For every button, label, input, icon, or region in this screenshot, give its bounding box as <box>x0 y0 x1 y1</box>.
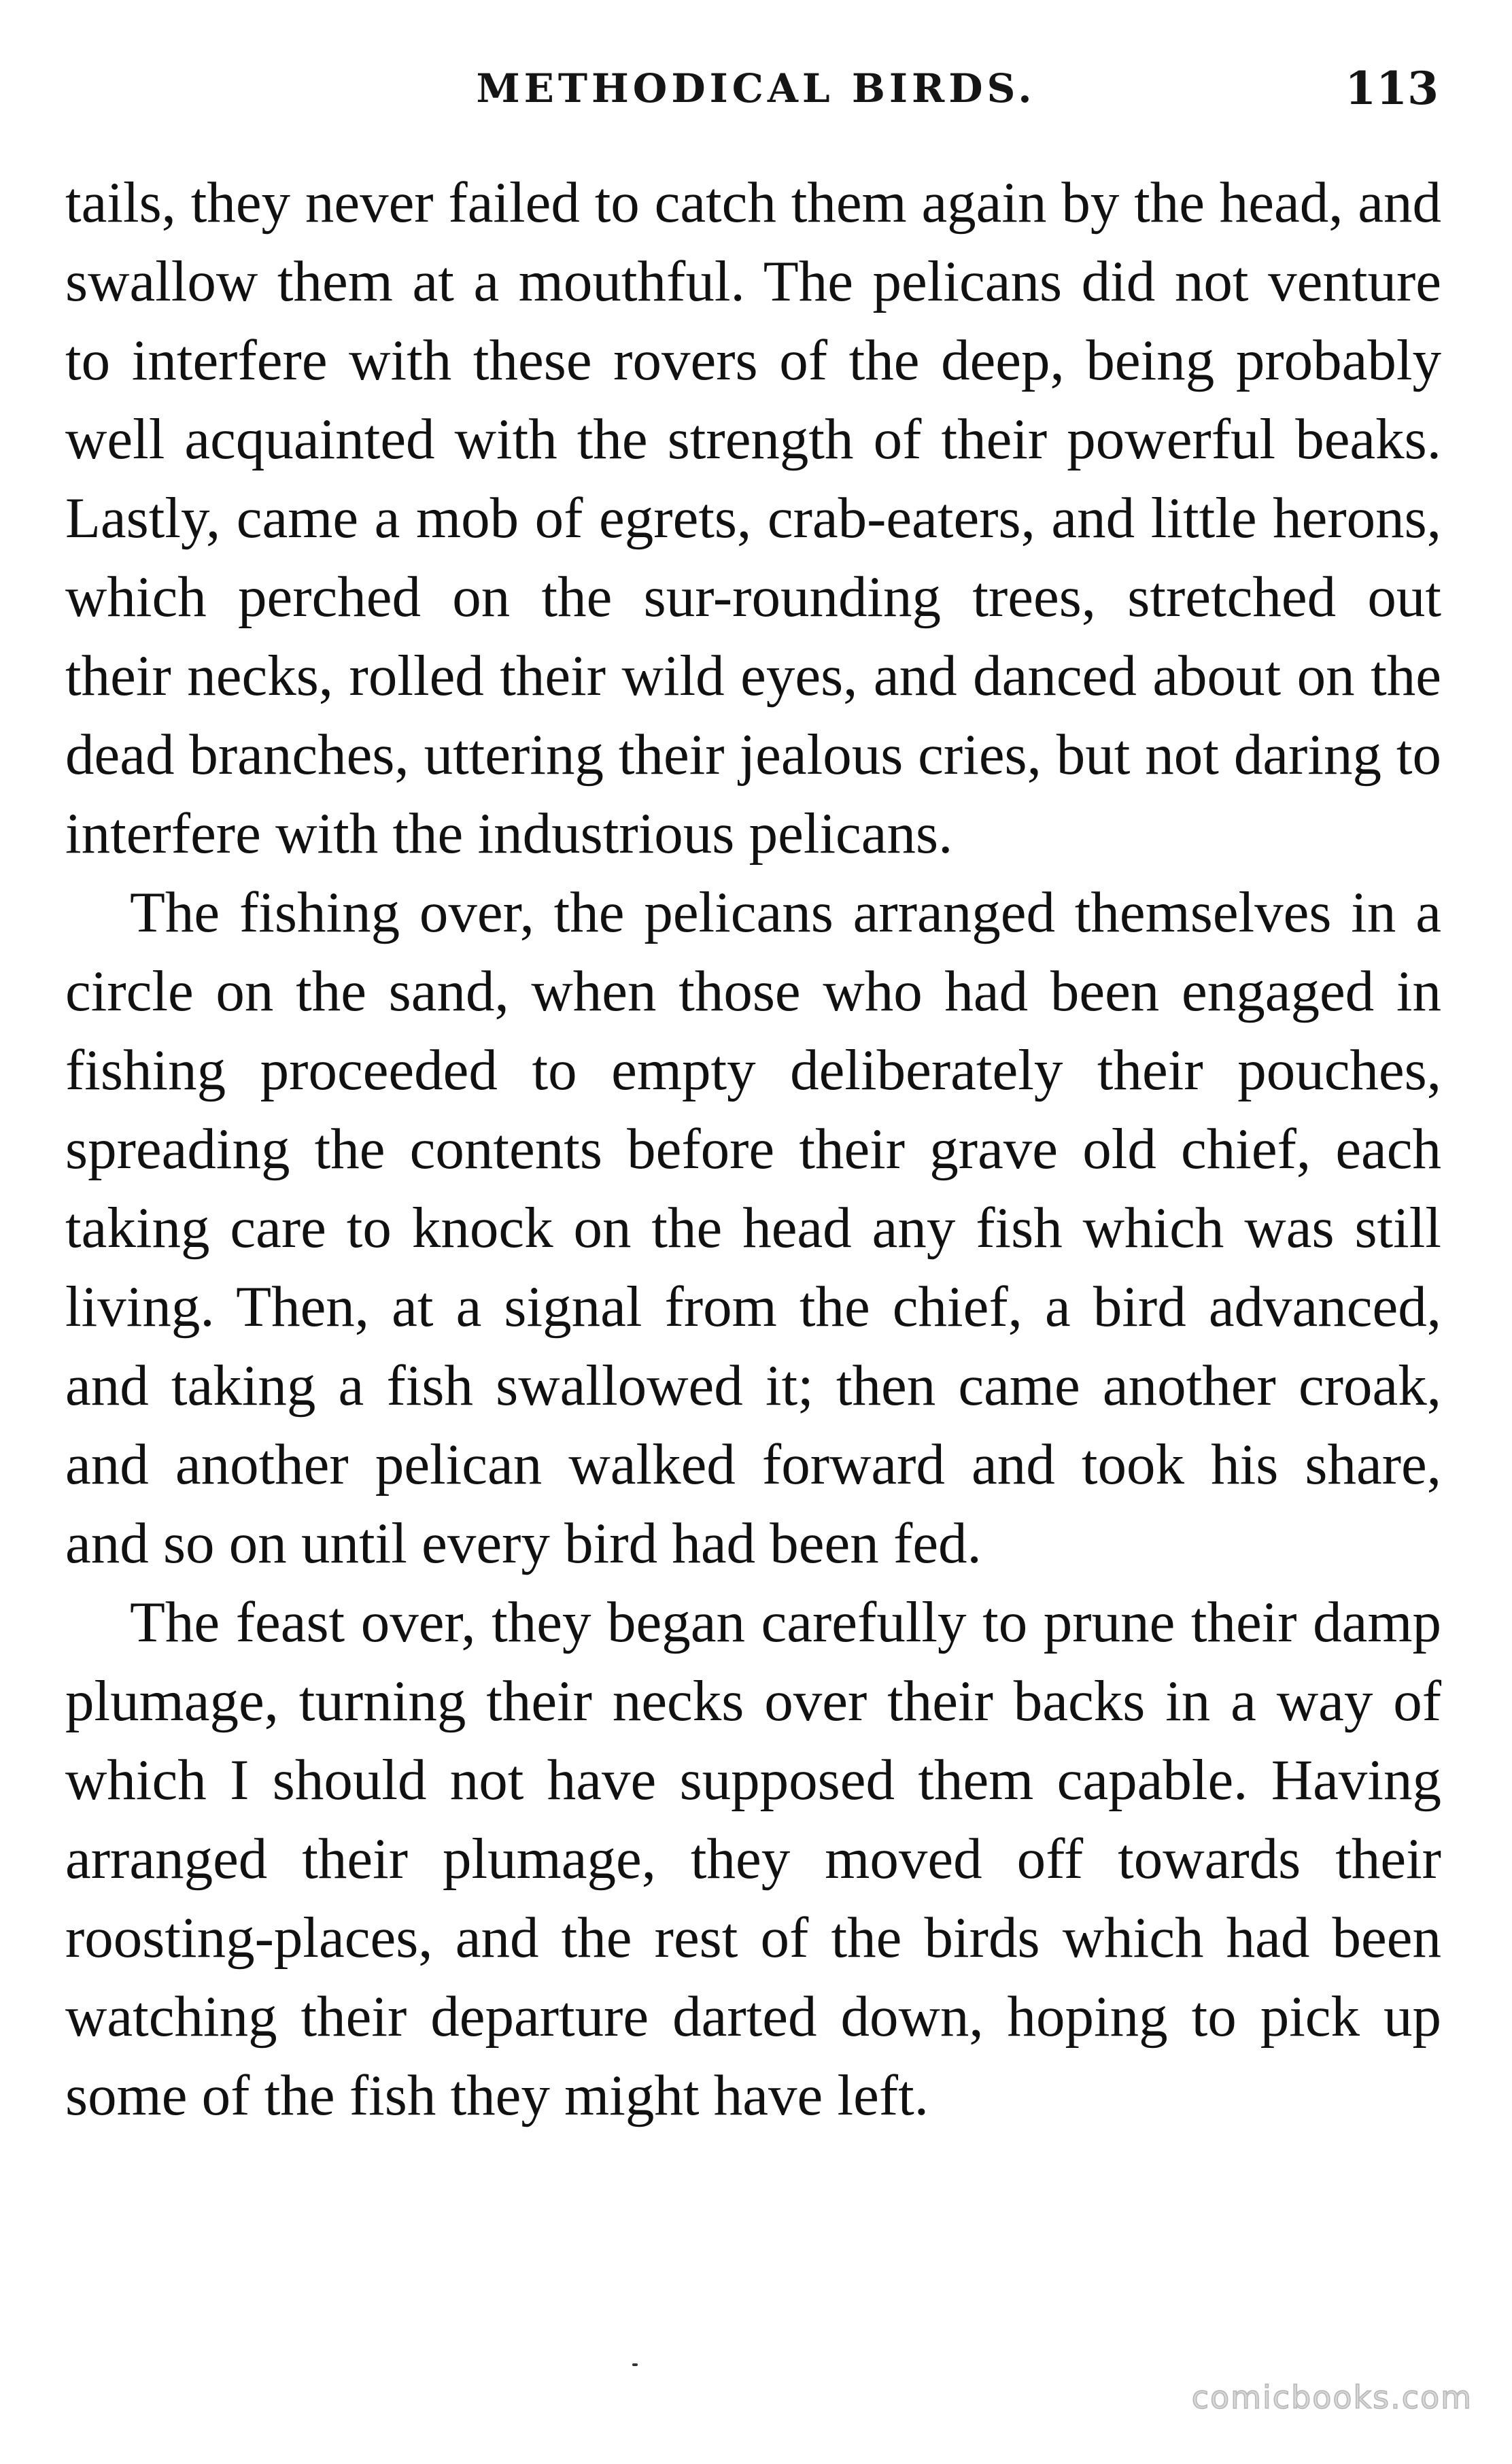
paragraph-2: The fishing over, the pelicans arranged themselves in a circle on the sand, when those who had been engaged in fishing proceeded to empty deliberately their pouches, spreading the contents before their grave old chief, each taking care to knock on the head any fish which was still living. Then, at a signal from the chief, a bird advanced, and taking a fish swallowed it; then came another croak, and another pelican walked forward and took his share, and so on until every bird had been fed. <box>65 880 1441 1575</box>
watermark-logo: comicbooks.com <box>1191 2379 1473 2416</box>
running-head: METHODICAL BIRDS. <box>476 65 1036 112</box>
paragraph-1: tails, they never failed to catch them again by the head, and swallow them at a mouthful. The pelicans did not venture to interfere with these rovers of the deep, being probably well acquainted with the strength of their powerful beaks. Lastly, came a mob of egrets, crab-eaters, and little herons, which perched on the sur-rounding trees, stretched out their necks, rolled their wild eyes, and danced about on the dead branches, uttering their jealous cries, but not daring to interfere with the industrious pelicans. <box>65 171 1441 866</box>
body-text <box>65 163 1441 2135</box>
page-number: 113 <box>1345 62 1439 115</box>
print-speck <box>632 2363 638 2366</box>
page-header <box>61 48 1451 129</box>
paragraph-3: The feast over, they began carefully to prune their damp plumage, turning their necks over their backs in a way of which I should not have supposed them capable. Having arranged their plumage, they moved off towards their roosting-places, and the rest of the birds which had been watching their departure darted down, hoping to pick up some of the fish they might have left. <box>65 1590 1441 2127</box>
